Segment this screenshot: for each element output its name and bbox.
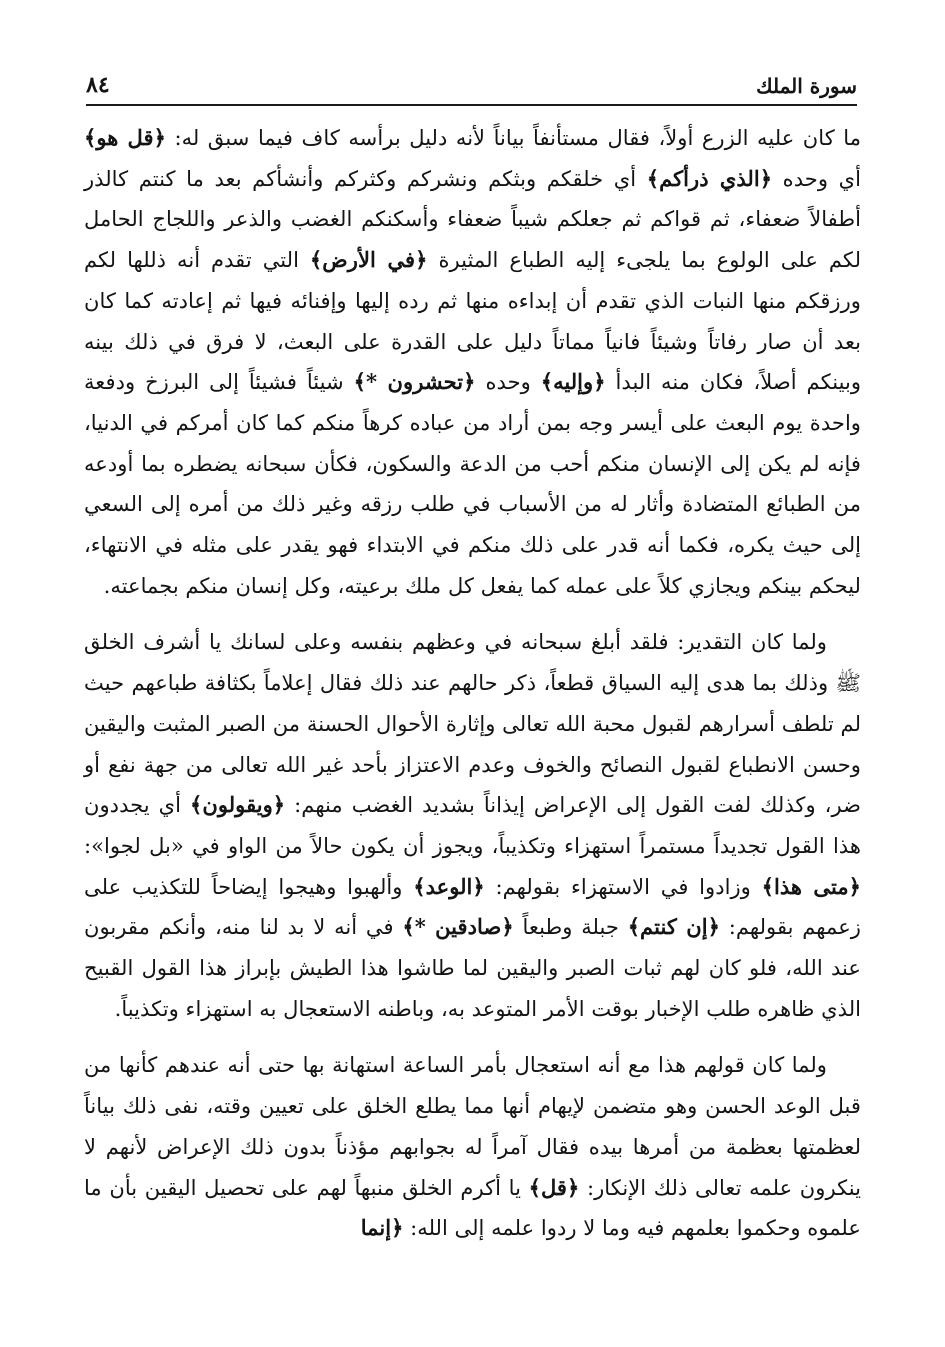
text-segment: وحده [475,369,541,395]
text-segment: يا أكرم الخلق منبهاً لهم على تحصيل اليقين بأن ما علموه وحكموا بعلمهم فيه وما لا ردوا علمه إلى الله: [84,1174,861,1241]
text-segment: أي يجددون هذا القول تجديداً مستمراً استهزاء وتكذيباً، ويجوز أن يكون حالاً من الواو في «بل لجوا»: [84,792,861,858]
text-segment: أي وحده [772,165,861,191]
text-segment: أي خلقكم وبثكم ونشركم وكثركم وأنشأكم بعد ما كنتم كالذر أطفالاً ضعفاء، ثم قواكم ثم جعلكم شيباً ضعفاء وأسكنكم الغضب والذعر واللجاج الحامل لكم على الولوع بما يلجىء إليه الطباع المثيرة [84,165,862,273]
text-segment: وزادوا في الاستهزاء بقولهم: [484,873,762,899]
surah-title: سورة الملك [756,74,857,98]
text-segment: ولما كان قولهم هذا مع أنه استعجال بأمر الساعة استهانة بها حتى أنه عندهم كأنها من قبل الوعد الحسن وهو متضمن لإيهام أنها مما يطلع الخلق على تعيين وقته، نفى ذلك بياناً لعظمتها بعظمة من أمرها بيده فقال آمراً له بجوابهم مؤذناً بدون ذلك الإعراض لأنهم لا ينكرون علمه تعالى ذلك الإنكار: [84,1052,861,1200]
quran-quote: ﴿قل﴾ [528,1174,580,1200]
paragraph [84,1045,861,1249]
text-segment: ولما كان التقدير: فلقد أبلغ سبحانه في وعظهم بنفسه وعلى لسانك يا أشرف الخلق ﷺ وذلك بما هدى إليه السياق قطعاً، ذكر حالهم عند ذلك فقال إعلاماً بكثافة طباعهم حيث لم تلطف أسرارهم لقبول محبة الله تعالى وإثارة الأحوال الحسنة من الصبر المثبت واليقين وحسن الانطباع لقبول النصائح والخوف وعدم الاعتزاز بأحد غير الله تعالى من جهة نفع أو ضر، وكذلك لفت القول إلى الإعراض إيذاناً بشديد الغضب منهم: [84,629,861,818]
text-segment: شيئاً فشيئاً إلى البرزخ ودفعة واحدة يوم البعث على أيسر وجه بمن أراد من عباده كرهاً منكم كما كان أمركم في الدنيا، فإنه لم يكن إلى الإنسان منكم أحب من الدعة والسكون، فكأن سبحانه يضطره بما أودعه من الطبائع المتضادة وأثار له من الأسباب في طلب رزقه وغير ذلك من أمره إلى السعي إلى حيث يكره، فكما أنه قدر على ذلك منكم في الابتداء فهو يقدر على مثله في الانتهاء، ليحكم بينكم ويجازي كلاً على عمله كما يفعل كل ملك برعيته، وكل إنسان منكم بجماعته. [84,369,862,598]
quran-quote: ﴿متى هذا﴾ [761,873,861,899]
text-segment: وألهبوا وهيجوا إيضاحاً للتكذيب على زعمهم بقولهم: [84,873,861,940]
page-header [86,62,857,106]
quran-quote: ﴿صادقين *﴾ [402,914,514,940]
quran-quote: ﴿وإليه﴾ [540,369,606,395]
page-body [84,118,861,1249]
paragraph [84,118,861,606]
quran-quote: ﴿في الأرض﴾ [309,247,428,273]
text-segment: التي تقدم أنه ذللها لكم ورزقكم منها النبات الذي تقدم أن إبداءه منها ثم رده إليها وإفنائه فيها ثم إعادته كما كان بعد أن صار رفاتاً وشيئاً فانياً مماتاً دليل على القدرة على البعث، لا فرق في ذلك بينه وبينكم أصلاً، فكان منه البدأ [84,247,862,395]
quran-quote: ﴿إن كنتم﴾ [627,914,720,940]
text-segment: ما كان عليه الزرع أولاً، فقال مستأنفاً بياناً لأنه دليل برأسه كاف فيما سبق له: [165,125,861,150]
text-segment: جبلة وطبعاً [513,914,628,940]
quran-quote: ﴿تحشرون *﴾ [353,369,476,395]
quran-quote: ﴿الوعد﴾ [413,873,485,899]
quran-quote: ﴿إنما [360,1215,404,1241]
quran-quote: ﴿ويقولون﴾ [190,792,286,818]
quran-quote: ﴿الذي ذرأكم﴾ [646,165,773,191]
paragraph [84,622,861,1029]
quran-quote: ﴿قل هو﴾ [84,125,166,150]
text-segment: في أنه لا بد لنا منه، وأنكم مقربون عند الله، فلو كان لهم ثبات الصبر واليقين لما طاشوا هذا الطيش بإبراز هذا القول القبيح الذي ظاهره طلب الإخبار بوقت الأمر المتوعد به، وباطنه الاستعجال به استهزاء وتكذيباً. [84,914,861,1021]
page-number: ٨٤ [86,72,110,98]
